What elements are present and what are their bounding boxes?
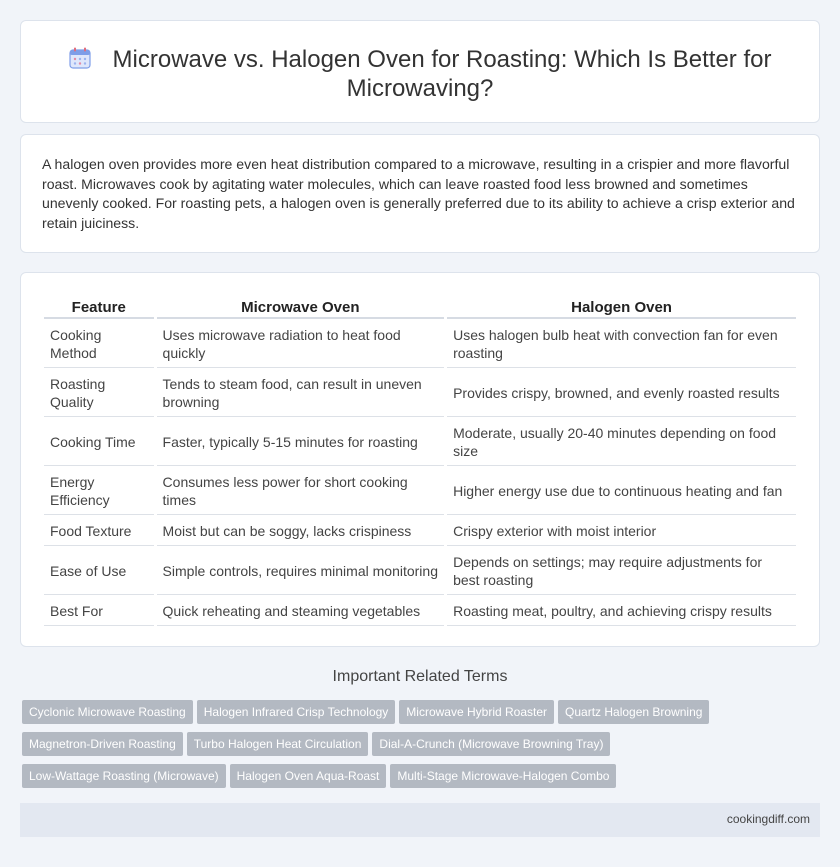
halogen-cell: Depends on settings; may require adjustments for best roasting <box>447 546 796 595</box>
microwave-cell: Quick reheating and steaming vegetables <box>157 595 445 626</box>
halogen-cell: Moderate, usually 20-40 minutes depending on food size <box>447 417 796 466</box>
intro-card <box>20 134 820 253</box>
related-term-tag[interactable]: Dial-A-Crunch (Microwave Browning Tray) <box>372 732 610 756</box>
microwave-cell: Moist but can be soggy, lacks crispiness <box>157 515 445 546</box>
tag-row <box>22 700 822 732</box>
footer <box>20 803 820 837</box>
related-term-tag[interactable]: Halogen Oven Aqua-Roast <box>230 764 387 788</box>
tag-row <box>22 764 822 796</box>
title-card <box>20 20 820 123</box>
halogen-cell: Crispy exterior with moist interior <box>447 515 796 546</box>
header-microwave: Microwave Oven <box>157 295 445 319</box>
tag-row <box>22 732 822 764</box>
related-terms-title: Important Related Terms <box>332 668 508 685</box>
related-term-tag[interactable]: Low-Wattage Roasting (Microwave) <box>22 764 226 788</box>
feature-cell: Roasting Quality <box>44 368 154 417</box>
table-row <box>44 368 796 417</box>
related-term-tag[interactable]: Magnetron-Driven Roasting <box>22 732 183 756</box>
page-title: Microwave vs. Halogen Oven for Roasting: Which Is Better for Microwaving? <box>112 46 772 102</box>
page-title-wrap <box>21 45 819 103</box>
halogen-cell: Provides crispy, browned, and evenly roasted results <box>447 368 796 417</box>
related-term-tag[interactable]: Multi-Stage Microwave-Halogen Combo <box>390 764 616 788</box>
microwave-cell: Consumes less power for short cooking times <box>157 466 445 515</box>
intro-paragraph: A halogen oven provides more even heat distribution compared to a microwave, resulting in a crispier and more flavorful roast. Microwaves cook by agitating water molecules, which can leave roasted food less browned and sometimes unevenly cooked. For roasting pets, a halogen oven is generally preferred due to its ability to achieve a crisp exterior and retain juiciness. <box>42 156 795 231</box>
footer-site-link[interactable]: cookingdiff.com <box>726 812 810 826</box>
microwave-cell: Tends to steam food, can result in uneven browning <box>157 368 445 417</box>
table-row <box>44 319 796 368</box>
header-feature: Feature <box>44 295 154 319</box>
halogen-cell: Higher energy use due to continuous heating and fan <box>447 466 796 515</box>
header-halogen: Halogen Oven <box>447 295 796 319</box>
related-terms-list <box>22 700 822 796</box>
table-header-row <box>44 295 796 319</box>
feature-cell: Cooking Time <box>44 417 154 466</box>
table-row <box>44 417 796 466</box>
related-term-tag[interactable]: Cyclonic Microwave Roasting <box>22 700 193 724</box>
related-term-tag[interactable]: Quartz Halogen Browning <box>558 700 709 724</box>
calendar-icon <box>69 47 91 69</box>
feature-cell: Food Texture <box>44 515 154 546</box>
table-row <box>44 466 796 515</box>
feature-cell: Best For <box>44 595 154 626</box>
feature-cell: Ease of Use <box>44 546 154 595</box>
related-term-tag[interactable]: Halogen Infrared Crisp Technology <box>197 700 396 724</box>
feature-cell: Energy Efficiency <box>44 466 154 515</box>
related-term-tag[interactable]: Turbo Halogen Heat Circulation <box>187 732 369 756</box>
table-row <box>44 515 796 546</box>
microwave-cell: Simple controls, requires minimal monitoring <box>157 546 445 595</box>
halogen-cell: Uses halogen bulb heat with convection fan for even roasting <box>447 319 796 368</box>
comparison-table-card <box>20 272 820 647</box>
table-row <box>44 546 796 595</box>
halogen-cell: Roasting meat, poultry, and achieving crispy results <box>447 595 796 626</box>
feature-cell: Cooking Method <box>44 319 154 368</box>
microwave-cell: Faster, typically 5-15 minutes for roasting <box>157 417 445 466</box>
comparison-table <box>41 295 799 626</box>
related-term-tag[interactable]: Microwave Hybrid Roaster <box>399 700 554 724</box>
microwave-cell: Uses microwave radiation to heat food quickly <box>157 319 445 368</box>
table-row <box>44 595 796 626</box>
